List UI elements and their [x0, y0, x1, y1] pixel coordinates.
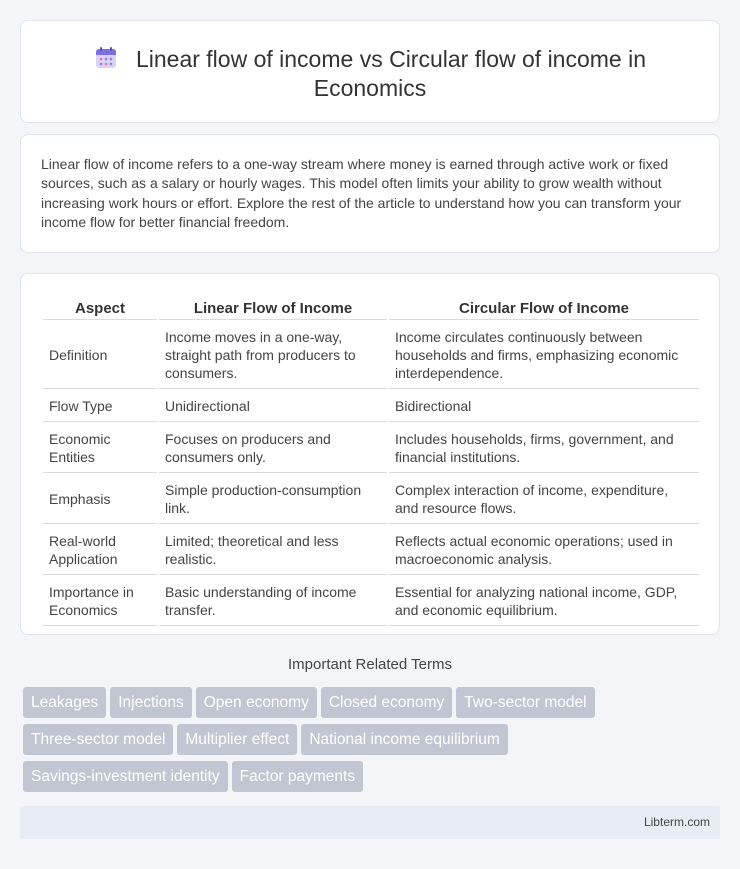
circular-cell: Bidirectional	[389, 391, 699, 422]
tag-savings-investment-identity[interactable]: Savings-investment identity	[23, 761, 228, 792]
aspect-cell: Real-world Application	[43, 526, 157, 575]
tag-row	[23, 687, 683, 724]
tag-three-sector-model[interactable]: Three-sector model	[23, 724, 173, 755]
tag-national-income-equilibrium[interactable]: National income equilibrium	[301, 724, 507, 755]
tag-row	[23, 724, 683, 761]
circular-cell: Reflects actual economic operations; used in macroeconomic analysis.	[389, 526, 699, 575]
intro-card	[20, 134, 720, 253]
linear-cell: Limited; theoretical and less realistic.	[159, 526, 387, 575]
tag-closed-economy[interactable]: Closed economy	[321, 687, 452, 718]
tag-multiplier-effect[interactable]: Multiplier effect	[177, 724, 297, 755]
tag-leakages[interactable]: Leakages	[23, 687, 106, 718]
tag-injections[interactable]: Injections	[110, 687, 191, 718]
tag-factor-payments[interactable]: Factor payments	[232, 761, 363, 792]
table-row	[43, 322, 699, 389]
circular-cell: Essential for analyzing national income, GDP, and economic equilibrium.	[389, 577, 699, 626]
tag-two-sector-model[interactable]: Two-sector model	[456, 687, 594, 718]
table-row	[43, 424, 699, 473]
circular-cell: Income circulates continuously between households and firms, emphasizing economic interdependence.	[389, 322, 699, 389]
title-card	[20, 20, 720, 123]
linear-cell: Unidirectional	[159, 391, 387, 422]
linear-cell: Basic understanding of income transfer.	[159, 577, 387, 626]
comparison-card	[20, 273, 720, 635]
tag-open-economy[interactable]: Open economy	[196, 687, 317, 718]
comparison-table	[41, 296, 701, 628]
aspect-cell: Definition	[43, 322, 157, 389]
linear-cell: Focuses on producers and consumers only.	[159, 424, 387, 473]
header-linear: Linear Flow of Income	[159, 298, 387, 320]
related-terms-title: Important Related Terms	[288, 656, 452, 673]
linear-cell: Simple production-consumption link.	[159, 475, 387, 524]
table-header-row	[43, 298, 699, 320]
linear-cell: Income moves in a one-way, straight path from producers to consumers.	[159, 322, 387, 389]
footer-site-link[interactable]: Libterm.com	[643, 815, 710, 829]
table-row	[43, 526, 699, 575]
circular-cell: Complex interaction of income, expenditure, and resource flows.	[389, 475, 699, 524]
aspect-cell: Economic Entities	[43, 424, 157, 473]
title-line-1: Linear flow of income vs Circular flow of income in	[135, 46, 647, 72]
aspect-cell: Flow Type	[43, 391, 157, 422]
page-title	[21, 45, 719, 103]
circular-cell: Includes households, firms, government, and financial institutions.	[389, 424, 699, 473]
table-row	[43, 475, 699, 524]
header-circular: Circular Flow of Income	[389, 298, 699, 320]
calendar-icon	[94, 46, 118, 70]
aspect-cell: Importance in Economics	[43, 577, 157, 626]
footer	[20, 806, 720, 839]
table-row	[43, 577, 699, 626]
related-terms-list	[23, 687, 683, 798]
table-row	[43, 391, 699, 422]
header-aspect: Aspect	[43, 298, 157, 320]
aspect-cell: Emphasis	[43, 475, 157, 524]
title-line-2: Economics	[313, 75, 427, 101]
intro-paragraph: Linear flow of income refers to a one-way stream where money is earned through active work or fixed sources, such as a salary or hourly wages. This model often limits your ability to grow wealth without increasing work hours or effort. Explore the rest of the article to understand how you can transform your income flow for better financial freedom.	[41, 156, 682, 231]
tag-row	[23, 761, 683, 798]
